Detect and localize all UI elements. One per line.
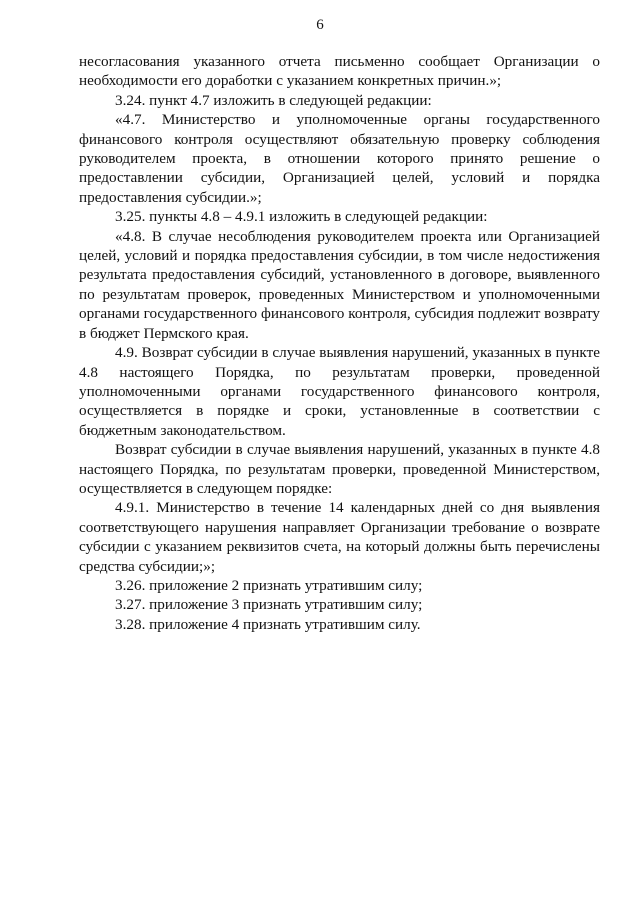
paragraph-return-procedure: Возврат субсидии в случае выявления нарушений, указанных в пункте 4.8 настоящего Порядка, по результатам проверки, проведенной Министерством, осуществляется в следующем порядке: — [79, 441, 600, 497]
paragraph-item-3-26: 3.26. приложение 2 признать утратившим силу; — [115, 576, 423, 594]
page-number: 6 — [316, 17, 324, 33]
paragraph-clause-4-7: «4.7. Министерство и уполномоченные органы государственного финансового контроля осуществляют обязательную проверку соблюдения руководителем проекта, в отношении которого принято решение о предоставлении субсидии, Организацией целей, условий и порядка предоставления субсидии.»; — [79, 111, 600, 206]
paragraph-item-3-25: 3.25. пункты 4.8 – 4.9.1 изложить в следующей редакции: — [115, 208, 488, 226]
paragraph-clause-4-8: «4.8. В случае несоблюдения руководителем проекта или Организацией целей, условий и порядка предоставления субсидии, в том числе недостижения результата предоставления субсидий, установленного в договоре, выявленного по результатам проверок, проведенных Министерством и уполномоченными органами государственного финансового контроля, субсидия подлежит возврату в бюджет Пермского края. — [79, 227, 600, 342]
paragraph-item-3-28: 3.28. приложение 4 признать утратившим силу. — [115, 615, 421, 633]
paragraph-clause-4-9: 4.9. Возврат субсидии в случае выявления нарушений, указанных в пункте 4.8 настоящего Порядка, по результатам проверки, проведенной уполномоченными органами государственного финансового контроля, осуществляется в порядке и сроки, установленные в соответствии с бюджетным законодательством. — [79, 344, 600, 439]
paragraph-item-3-27: 3.27. приложение 3 признать утратившим силу; — [115, 596, 423, 614]
paragraph-clause-4-9-1: 4.9.1. Министерство в течение 14 календарных дней со дня выявления соответствующего нарушения направляет Организации требование о возврате субсидии с указанием реквизитов счета, на который должны быть перечислены средства субсидии;»; — [79, 499, 600, 575]
paragraph-continuation: несогласования указанного отчета письменно сообщает Организации о необходимости его доработки с указанием конкретных причин.»; — [79, 53, 600, 90]
document-body — [79, 52, 600, 634]
paragraph-item-3-24: 3.24. пункт 4.7 изложить в следующей редакции: — [115, 91, 432, 109]
